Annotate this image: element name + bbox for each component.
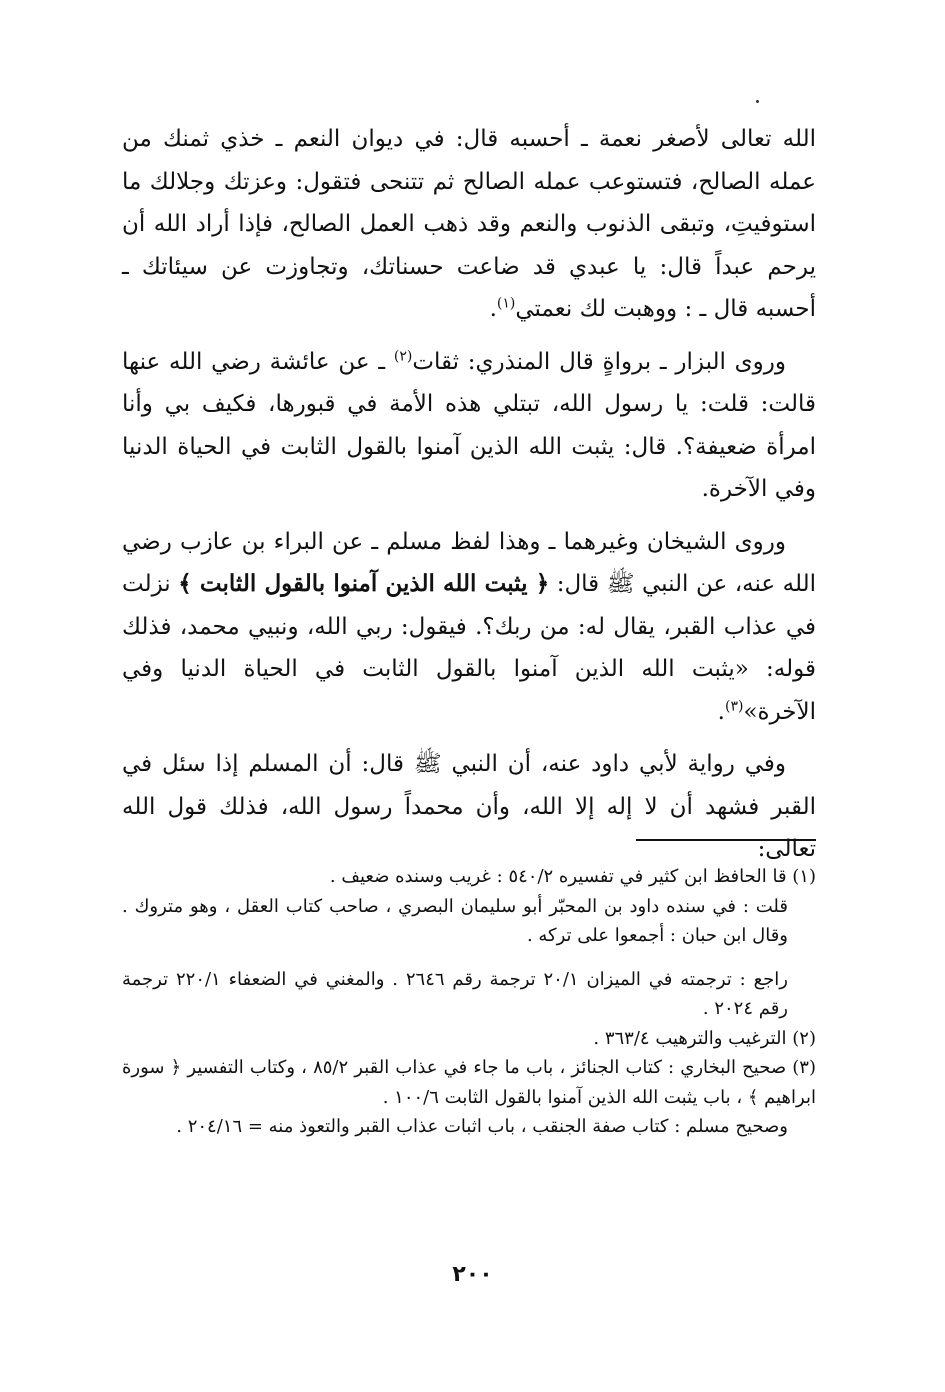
footnote-ref-2: (٢) xyxy=(393,347,413,364)
footnote-separator xyxy=(636,839,816,841)
paragraph-2 xyxy=(122,341,816,511)
footnote-ref-3: (٣) xyxy=(724,697,744,714)
paragraph-1 xyxy=(122,118,816,331)
scan-speck xyxy=(756,100,759,103)
paragraph-1-end: . xyxy=(489,296,497,322)
footnote-3-line-1: (٣) صحيح البخاري : كتاب الجنائز ، باب ما جاء في عذاب القبر ٨٥/٢ ، وكتاب التفسير ﴿ سورة ابراهيم ﴾ ، باب يثبت الله الذين آمنوا بالقول الثابت ١٠٠/٦ . xyxy=(122,1057,816,1108)
paragraph-1-line-3: استوفيتِ، وتبقى الذنوب والنعم وقد ذهب العمل الصالح، فإذا أراد الله أن xyxy=(122,211,816,237)
paragraph-1-line-2: الصالح، فتستوعب عمله الصالح ثم تتنحى فتقول: وعزتك وجلالك ما xyxy=(122,168,761,195)
main-text xyxy=(122,118,816,871)
footnotes xyxy=(122,862,816,1142)
footnote-1-line-3: راجع : ترجمته في الميزان ٢٠/١ ترجمة رقم ٢٦٤٦ . والمغني في الضعفاء ٢٢٠/١ ترجمة رقم ٢٠٢٤ . xyxy=(122,968,788,1019)
footnote-2: (٢) الترغيب والترهيب ٣٦٣/٤ . xyxy=(593,1027,816,1049)
page-number: ٢٠٠ xyxy=(452,1262,493,1287)
paragraph-1-line-4: يرحم عبداً قال: يا عبدي قد ضاعت حسناتك، وتجاوزت عن سيئاتك ـ xyxy=(122,253,816,280)
paragraph-3-rest: نزلت في عذاب القبر، يقال له: من ربك؟. فيقول: ربي الله، ونبيي محمد، فذلك قوله: «يثبت الله الذين آمنوا بالقول الثابت في الحياة الدنيا وفي الآخرة» xyxy=(122,571,816,725)
paragraph-1-line-1: الله تعالى لأصغر نعمة ـ أحسبه قال: في ديوان النعم ـ خذي ثمنك من عمله xyxy=(122,126,816,195)
paragraph-3-start: وروى الشيخان وغيرهما ـ وهذا لفظ مسلم ـ عن البراء بن عازب رضي الله عنه، عن النبي ﷺ قال: xyxy=(122,528,817,597)
footnote-1-line-2: قلت : في سنده داود بن المحبّر أبو سليمان البصري ، صاحب كتاب العقل ، وهو متروك . وقال ابن حبان : أجمعوا على تركه . xyxy=(122,895,788,946)
footnote-1-line-1: (١) قا الحافظ ابن كثير في تفسيره ٥٤٠/٢ : غريب وسنده ضعيف . xyxy=(329,866,816,887)
footnote-ref-1: (١) xyxy=(496,295,516,312)
paragraph-3-end: . xyxy=(717,698,725,725)
paragraph-2-rest: ـ عن عائشة رضي الله عنها قالت: قلت: يا رسول الله، تبتلي هذه الأمة في قبورها، فكيف بي وأنا امرأة ضعيفة؟. قال: يثبت الله الذين آمنوا بالقول الثابت في الحياة الدنيا وفي الآخرة. xyxy=(122,348,816,502)
paragraph-3 xyxy=(122,521,816,734)
footnote-3-line-2: وصحيح مسلم : كتاب صفة الجنقب ، باب اثبات عذاب القبر والتعوذ منه = ٢٠٤/١٦ . xyxy=(176,1116,788,1137)
paragraph-2-start: وروى البزار ـ برواةٍ قال المنذري: ثقات xyxy=(412,348,786,375)
paragraph-4: وفي رواية لأبي داود عنه، أن النبي ﷺ قال: أن المسلم إذا سئل في القبر فشهد أن لا إله إلا الله، وأن محمداً رسول الله، فذلك قول الله تعالى: xyxy=(122,751,816,862)
quran-quote: ﴿ يثبت الله الذين آمنوا بالقول الثابت ﴾ xyxy=(178,570,550,597)
paragraph-1-line-5: أحسبه قال ـ : ووهبت لك نعمتي xyxy=(515,296,816,322)
